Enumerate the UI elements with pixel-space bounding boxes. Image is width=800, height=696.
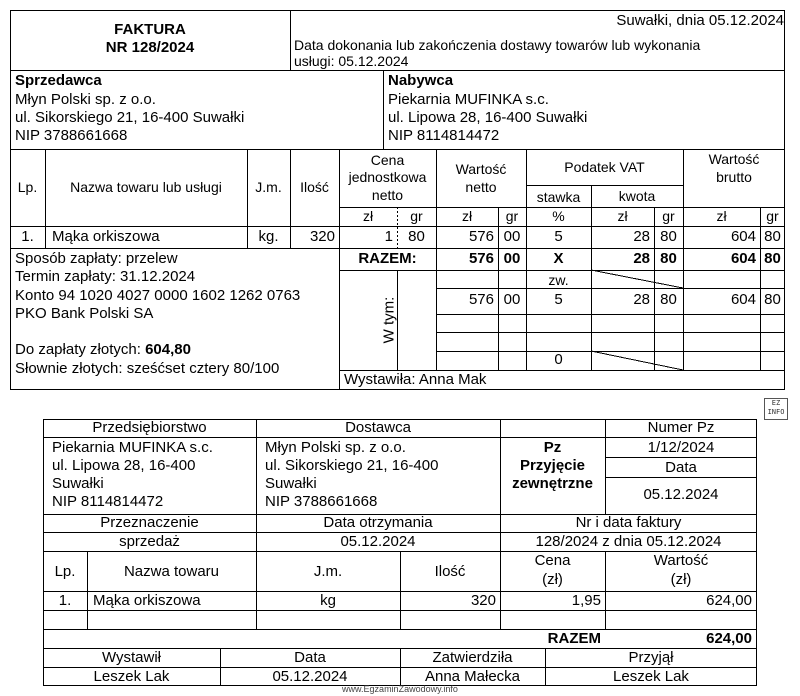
col-price-2: jednostkowa [348,169,427,185]
rate-zero: 0 [554,351,563,368]
amount-to-pay [15,342,191,358]
delivery-date-line2: usługi: 05.12.2024 [294,53,409,69]
breakdown-net-gr: 00 [503,291,521,308]
pz-footer-issued-value: Leszek Lak [93,668,170,685]
pz-footer-received-label: Przyjął [628,649,674,666]
seller-nip: NIP 3788661668 [15,127,128,144]
pz-col-value-1: Wartość [653,552,709,569]
total-vat-rate: X [553,250,564,267]
pz-purpose: sprzedaż [119,533,180,550]
gross-gr-head: gr [766,208,779,224]
item-name: Mąka orkiszowa [52,228,160,245]
pz-invoice-label: Nr i data faktury [575,514,682,531]
item-unit: kg. [258,228,279,245]
pz-date: 05.12.2024 [643,486,719,503]
pz-purpose-label: Przeznaczenie [100,514,199,531]
pz-number: 1/12/2024 [647,439,715,456]
pz-date-label: Data [665,459,697,476]
item-net-zl: 576 [468,228,494,245]
col-vat-rate-2: % [552,208,565,224]
item-vat-zl: 28 [633,228,650,245]
item-price-gr: 80 [408,228,425,245]
pz-footer-issued-label: Wystawił [101,649,162,666]
pz-col-price-1: Cena [534,552,571,569]
total-label: RAZEM: [358,250,417,267]
pz-supplier-nip: NIP 3788661668 [265,493,378,510]
gross-zl-head: zł [716,208,727,224]
price-zl-head: zł [362,208,374,224]
total-vat-gr: 80 [660,250,677,267]
pz-footer-date-value: 05.12.2024 [272,668,348,685]
item-vat-gr: 80 [660,228,677,245]
delivery-date-line1: Data dokonania lub zakończenia dostawy towarów lub wykonania [294,37,701,53]
pz-col-qty: Ilość [434,563,466,580]
breakdown-gross-zl: 604 [730,291,756,308]
net-zl-head: zł [461,208,473,224]
footer-url[interactable]: www.EgzaminZawodowy.info [342,684,458,694]
pz-company-name: Piekarnia MUFINKA s.c. [52,439,213,456]
pz-company-city: Suwałki [52,475,104,492]
item-net-gr: 00 [503,228,521,245]
item-gross-zl: 604 [730,228,756,245]
pz-total-label: RAZEM [547,630,601,647]
total-vat-zl: 28 [633,250,650,267]
seller-name: Młyn Polski sp. z o.o. [15,91,156,108]
pz-footer-approved-value: Anna Małecka [424,668,521,685]
item-qty: 320 [309,228,335,245]
item-price-zl: 1 [384,228,393,245]
pz-received: 05.12.2024 [340,533,416,550]
amount-in-words: Słownie złotych: sześćset cztery 80/100 [15,360,280,377]
col-price-3: netto [371,187,404,203]
col-vat: Podatek VAT [564,159,645,175]
col-unit: J.m. [255,179,282,195]
net-gr-head: gr [505,208,519,224]
col-qty: Ilość [300,179,329,195]
pz-footer-date-label: Data [294,649,326,666]
amount-to-pay-label: Do zapłaty złotych: [15,341,146,358]
breakdown-gross-gr: 80 [764,291,781,308]
pz-company-nip: NIP 8114814472 [52,493,164,510]
col-name: Nazwa towaru lub usługi [70,179,222,195]
col-vat-rate-1: stawka [536,189,581,205]
pz-supplier-name: Młyn Polski sp. z o.o. [265,439,406,456]
pz-invoice: 128/2024 z dnia 05.12.2024 [535,533,722,550]
pz-total-value: 624,00 [706,630,752,647]
w-tym-label-box [360,296,420,360]
pz-col-name: Nazwa towaru [123,563,220,580]
pz-supplier-street: ul. Sikorskiego 21, 16-400 [265,457,439,474]
breakdown-vat-zl: 28 [633,291,650,308]
payment-term: Termin zapłaty: 31.12.2024 [15,268,196,285]
pz-company-street: ul. Lipowa 28, 16-400 [52,457,196,474]
buyer-label: Nabywca [388,72,454,89]
pz-item-price: 1,95 [571,592,601,609]
issued-by: Wystawiła: Anna Mak [344,371,487,388]
breakdown-net-zl: 576 [468,291,494,308]
item-lp: 1. [21,228,34,245]
pz-item-lp: 1. [58,592,72,609]
col-lp: Lp. [17,179,38,195]
pz-item-unit: kg [320,592,336,609]
pz-number-label: Numer Pz [647,419,715,436]
buyer-nip: NIP 8114814472 [388,127,500,144]
item-vat-rate: 5 [554,228,563,245]
pz-item-value: 624,00 [706,592,752,609]
pz-supplier-city: Suwałki [265,475,317,492]
col-net-2: netto [465,179,497,195]
price-gr-head: gr [410,208,423,224]
col-price-1: Cena [370,152,405,168]
pz-supplier-label: Dostawca [345,419,411,436]
pz-footer-received-value: Leszek Lak [613,668,689,685]
pz-col-lp: Lp. [54,563,76,580]
seller-address: ul. Sikorskiego 21, 16-400 Suwałki [15,109,245,126]
payment-method: Sposób zapłaty: przelew [15,250,178,267]
total-net-gr: 00 [503,250,521,267]
pz-footer-approved-label: Zatwierdziła [432,649,513,666]
invoice-title: FAKTURA [114,21,186,38]
pz-received-label: Data otrzymania [323,514,433,531]
breakdown-vat-gr: 80 [660,291,677,308]
invoice-place-date: Suwałki, dnia 05.12.2024 [616,12,784,29]
ez-info-logo-icon [764,398,788,420]
total-gross-zl: 604 [730,250,756,267]
pz-company-label: Przedsiębiorstwo [92,419,207,436]
item-gross-gr: 80 [764,228,781,245]
bank-account: Konto 94 1020 4027 0000 1602 1262 0763 [15,287,301,304]
breakdown-rate: 5 [554,291,563,308]
pz-item-name: Mąka orkiszowa [93,592,201,609]
vat-gr-head: gr [662,208,675,224]
buyer-address: ul. Lipowa 28, 16-400 Suwałki [388,109,588,126]
invoice-number: NR 128/2024 [105,39,195,56]
pz-col-unit: J.m. [313,563,343,580]
col-net-1: Wartość [455,161,507,177]
ez-info-logo-text: EZ INFO [767,399,785,416]
bank-name: PKO Bank Polski SA [15,305,154,322]
pz-doc-title-2: zewnętrzne [512,475,593,492]
pz-col-value-2: (zł) [670,571,692,588]
col-vat-amount: kwota [618,188,656,204]
pz-col-price-2: (zł) [542,571,563,588]
total-gross-gr: 80 [764,250,781,267]
col-gross-2: brutto [716,169,752,185]
seller-label: Sprzedawca [15,72,102,89]
pz-doc-title-1: Przyjęcie [519,457,586,474]
pz-item-qty: 320 [470,592,496,609]
rate-exempt: zw. [548,272,569,288]
vat-zl-head: zł [617,208,628,224]
amount-to-pay-value: 604,80 [145,341,191,358]
w-tym-label: W tym: [380,296,398,344]
buyer-name: Piekarnia MUFINKA s.c. [388,91,549,108]
total-net-zl: 576 [468,250,494,267]
col-gross-1: Wartość [708,151,760,167]
pz-doc-code: Pz [543,439,562,456]
